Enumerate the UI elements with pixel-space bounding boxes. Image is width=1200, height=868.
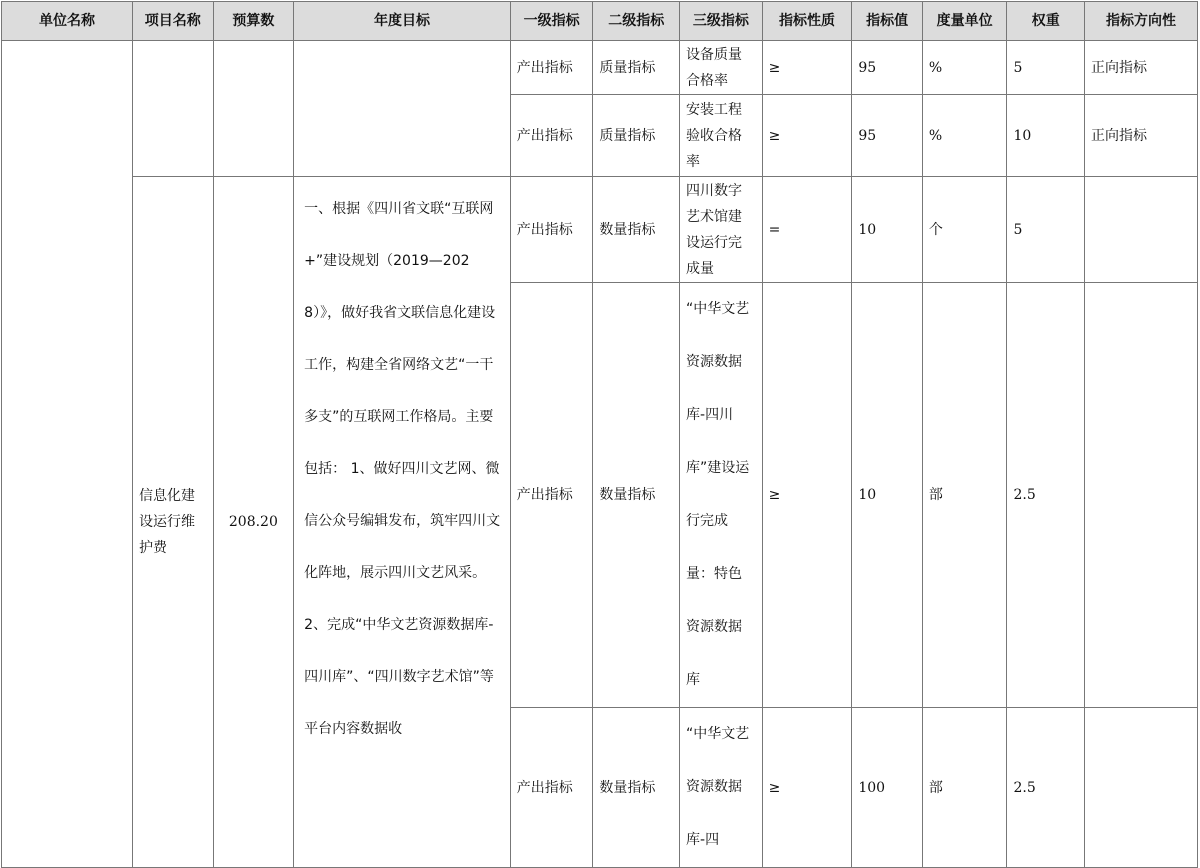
header-unit: 度量单位 [922, 2, 1007, 41]
project1-goal-cell [294, 41, 511, 177]
level3-cell: “中华文艺资源数据库-四川库”建设运行完成量：特色资源数据库 [680, 283, 763, 708]
table-row [2, 177, 1198, 283]
direction-cell: 正向指标 [1085, 95, 1198, 177]
direction-cell [1085, 177, 1198, 283]
project1-budget-cell [213, 41, 294, 177]
level3-cell: 设备质量合格率 [680, 41, 763, 95]
header-weight: 权重 [1007, 2, 1085, 41]
direction-cell [1085, 708, 1198, 868]
value-cell: 10 [852, 177, 923, 283]
weight-cell: 5 [1007, 177, 1085, 283]
value-cell: 100 [852, 708, 923, 868]
header-budget: 预算数 [213, 2, 294, 41]
unit-cell: 个 [922, 177, 1007, 283]
header-annual-goal: 年度目标 [294, 2, 511, 41]
unit-name-cell [2, 41, 133, 868]
header-value: 指标值 [852, 2, 923, 41]
level1-cell: 产出指标 [510, 708, 593, 868]
weight-cell: 5 [1007, 41, 1085, 95]
unit-cell: 部 [922, 708, 1007, 868]
level2-cell: 数量指标 [593, 177, 680, 283]
level1-cell: 产出指标 [510, 95, 593, 177]
level3-cell: 安装工程验收合格率 [680, 95, 763, 177]
performance-table [1, 1, 1198, 868]
unit-cell: 部 [922, 283, 1007, 708]
level2-cell: 质量指标 [593, 95, 680, 177]
level3-cell: 四川数字艺术馆建设运行完成量 [680, 177, 763, 283]
unit-cell: % [922, 41, 1007, 95]
project2-name-cell: 信息化建设运行维护费 [132, 177, 213, 868]
level1-cell: 产出指标 [510, 177, 593, 283]
header-row [2, 2, 1198, 41]
level2-cell: 质量指标 [593, 41, 680, 95]
nature-cell: ≥ [762, 708, 852, 868]
level1-cell: 产出指标 [510, 41, 593, 95]
weight-cell: 2.5 [1007, 708, 1085, 868]
nature-cell: ≥ [762, 283, 852, 708]
level3-cell: “中华文艺资源数据库-四 [680, 708, 763, 868]
direction-cell: 正向指标 [1085, 41, 1198, 95]
nature-cell: ≥ [762, 95, 852, 177]
header-level3: 三级指标 [680, 2, 763, 41]
project2-budget-cell: 208.20 [213, 177, 294, 868]
value-cell: 10 [852, 283, 923, 708]
weight-cell: 10 [1007, 95, 1085, 177]
header-nature: 指标性质 [762, 2, 852, 41]
project1-name-cell [132, 41, 213, 177]
level2-cell: 数量指标 [593, 708, 680, 868]
value-cell: 95 [852, 95, 923, 177]
value-cell: 95 [852, 41, 923, 95]
project2-goal-cell: 一、根据《四川省文联“互联网+”建设规划（2019—2028）》，做好我省文联信息化建设工作，构建全省网络文艺“一干多支”的互联网工作格局。主要包括： 1、做好四川文艺网、微信公众号编辑发布，筑牢四川文化阵地，展示四川文艺风采。 2、完成“中华文艺资源数据库-四川库”、“四川数字艺术馆”等平台内容数据收 [294, 177, 511, 868]
level1-cell: 产出指标 [510, 283, 593, 708]
header-level2: 二级指标 [593, 2, 680, 41]
header-level1: 一级指标 [510, 2, 593, 41]
level2-cell: 数量指标 [593, 283, 680, 708]
header-project-name: 项目名称 [132, 2, 213, 41]
nature-cell: = [762, 177, 852, 283]
weight-cell: 2.5 [1007, 283, 1085, 708]
table-row [2, 41, 1198, 95]
header-direction: 指标方向性 [1085, 2, 1198, 41]
unit-cell: % [922, 95, 1007, 177]
header-unit-name: 单位名称 [2, 2, 133, 41]
direction-cell [1085, 283, 1198, 708]
nature-cell: ≥ [762, 41, 852, 95]
